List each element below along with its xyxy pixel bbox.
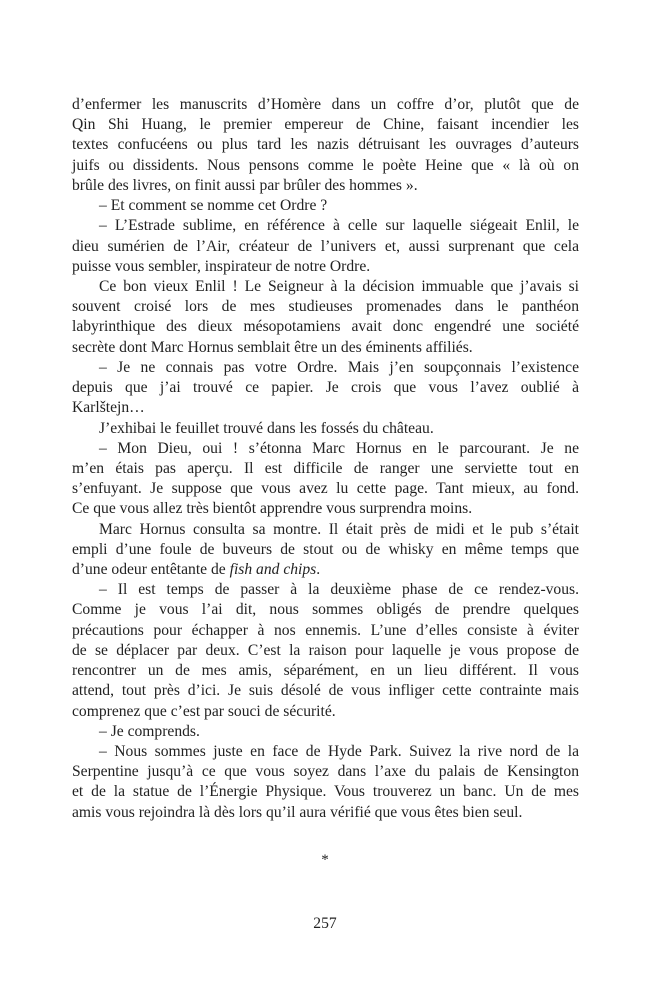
- line-text: souvent croisé lors de mes studieuses promenades dans le panthéon: [72, 298, 579, 316]
- text-line: [72, 782, 579, 802]
- line-text: et de la statue de l’Énergie Physique. Vous trouverez un banc. Un de mes: [72, 783, 579, 801]
- text-line: [72, 216, 579, 236]
- paragraph: [72, 419, 579, 439]
- line-text: s’enfuyant. Je suppose que vous avez lu cette page. Tant mieux, au fond.: [72, 480, 579, 498]
- line-text: textes confucéens ou plus tard les nazis détruisant les ouvrages d’auteurs: [72, 136, 579, 154]
- italic-phrase: fish and chips: [229, 561, 317, 579]
- line-text: secrète dont Marc Hornus semblait être un des éminents affiliés.: [72, 338, 473, 356]
- line-text: .: [316, 561, 321, 579]
- line-text: Comme je vous l’ai dit, nous sommes obligés de prendre quelques: [72, 601, 579, 619]
- line-text: juifs ou dissidents. Nous pensons comme le poète Heine que « là où on: [72, 156, 579, 174]
- text-line: [72, 762, 579, 782]
- line-text: dieu sumérien de l’Air, créateur de l’univers et, aussi surprenant que cela: [72, 237, 579, 255]
- line-text: Qin Shi Huang, le premier empereur de Chine, faisant incendier les: [72, 116, 579, 134]
- line-text: depuis que j’ai trouvé ce papier. Je crois que vous l’avez oublié à: [72, 379, 579, 397]
- line-text: comprenez que c’est par souci de sécurité.: [72, 702, 336, 720]
- section-separator: *: [321, 852, 329, 868]
- line-text: de se déplacer par deux. C’est la raison pour laquelle je vous propose de: [72, 641, 579, 659]
- text-line: [72, 681, 579, 701]
- text-line: [72, 378, 579, 398]
- text-line: [72, 115, 579, 135]
- line-text: – Nous sommes juste en face de Hyde Park. Suivez la rive nord de la: [99, 743, 579, 760]
- text-line: [72, 419, 579, 439]
- text-line: [72, 641, 579, 661]
- text-line: [72, 600, 579, 620]
- text-line: [72, 196, 579, 216]
- page-number: 257: [313, 915, 337, 932]
- paragraph: [72, 520, 579, 581]
- text-line: [72, 661, 579, 681]
- text-line: [72, 540, 579, 560]
- text-line: [72, 580, 579, 600]
- line-text: puisse vous sembler, inspirateur de notre Ordre.: [72, 257, 371, 275]
- line-text: Karlštejn…: [72, 399, 145, 417]
- paragraph: [72, 358, 579, 419]
- line-text: – Je ne connais pas votre Ordre. Mais j’en soupçonnais l’existence: [99, 358, 579, 376]
- line-text: d’enfermer les manuscrits d’Homère dans un coffre d’or, plutôt que de: [72, 96, 579, 113]
- line-text: m’en étais pas aperçu. Il est difficile de ranger une serviette tout en: [72, 459, 579, 477]
- line-text: – Et comment se nomme cet Ordre ?: [99, 197, 328, 215]
- line-text: labyrinthique des dieux mésopotamiens avait donc engendré une société: [72, 318, 579, 336]
- text-line: [72, 621, 579, 641]
- line-text: Marc Hornus consulta sa montre. Il était près de midi et le pub s’était: [99, 520, 579, 538]
- text-line: [72, 95, 579, 115]
- paragraph: [72, 580, 579, 722]
- line-text: – L’Estrade sublime, en référence à celle sur laquelle siégeait Enlil, le: [99, 217, 579, 235]
- text-line: [72, 257, 579, 277]
- line-text: – Je comprends.: [99, 722, 200, 740]
- line-text: – Il est temps de passer à la deuxième phase de ce rendez-vous.: [99, 581, 579, 599]
- text-line: [72, 520, 579, 540]
- line-text: précautions pour échapper à nos ennemis. L’une d’elles consiste à éviter: [72, 621, 579, 639]
- text-line: [72, 560, 579, 580]
- text-line: [72, 358, 579, 378]
- paragraph: [72, 439, 579, 520]
- text-line: [72, 338, 579, 358]
- text-line: [72, 479, 579, 499]
- text-line: [72, 702, 579, 722]
- paragraph: [72, 722, 579, 742]
- text-line: [72, 742, 579, 762]
- text-line: [72, 156, 579, 176]
- text-line: [72, 277, 579, 297]
- text-line: [72, 237, 579, 257]
- text-line: [72, 722, 579, 742]
- text-line: [72, 317, 579, 337]
- text-line: [72, 499, 579, 519]
- line-text: amis vous rejoindra là dès lors qu’il aura vérifié que vous êtes bien seul.: [72, 803, 523, 821]
- line-text: brûle des livres, on finit aussi par brûler des hommes ».: [72, 176, 418, 194]
- line-text: Ce que vous allez très bientôt apprendre vous surprendra moins.: [72, 500, 473, 518]
- text-line: [72, 135, 579, 155]
- body-text: [72, 95, 579, 823]
- paragraph: [72, 95, 579, 196]
- line-text: – Mon Dieu, oui ! s’étonna Marc Hornus en le parcourant. Je ne: [99, 439, 579, 457]
- text-line: [72, 297, 579, 317]
- text-line: [72, 398, 579, 418]
- paragraph: [72, 742, 579, 823]
- line-text: d’une odeur entêtante de: [72, 561, 230, 579]
- text-line: [72, 439, 579, 459]
- line-text: Serpentine jusqu’à ce que vous soyez dans l’axe du palais de Kensington: [72, 763, 579, 781]
- line-text: rencontrer un de mes amis, séparément, en un lieu différent. Il vous: [72, 662, 579, 680]
- paragraph: [72, 277, 579, 358]
- line-text: J’exhibai le feuillet trouvé dans les fossés du château.: [99, 419, 434, 437]
- paragraph: [72, 196, 579, 216]
- line-text: Ce bon vieux Enlil ! Le Seigneur à la décision immuable que j’avais si: [99, 277, 579, 295]
- paragraph: [72, 216, 579, 277]
- line-text: empli d’une foule de buveurs de stout ou de whisky en même temps que: [72, 540, 579, 558]
- text-line: [72, 176, 579, 196]
- text-line: [72, 803, 579, 823]
- line-text: attend, tout près d’ici. Je suis désolé de vous infliger cette contrainte mais: [72, 682, 579, 700]
- text-line: [72, 459, 579, 479]
